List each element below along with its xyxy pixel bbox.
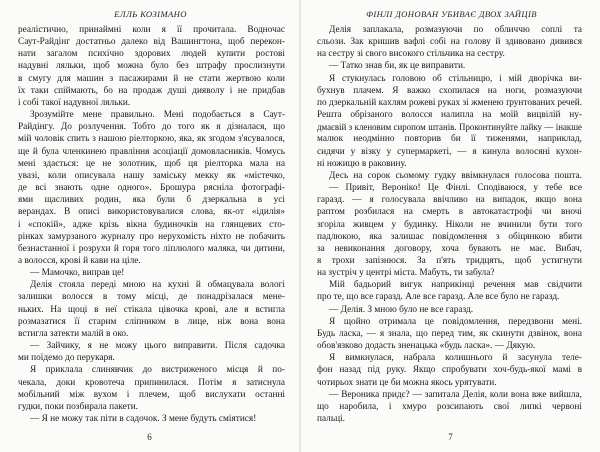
- text-line: — Делія. З мною було не все гаразд.: [329, 304, 474, 315]
- text-line: реалістично, принаймні коли я її прочитала. Водночас: [18, 25, 285, 35]
- text-line: чотирьох знати це би можна якось урятувати.: [317, 377, 497, 388]
- text-line: нати загалом психічно здорових людей купити ростові: [18, 49, 285, 60]
- text-line: пальці.: [317, 414, 345, 424]
- text-line: Делія заплакала, розмазуючи по обличчю соплі та: [329, 25, 582, 35]
- text-line: Будь ласка, — я знала, що перед тим, як скинути дзвінок, вона: [317, 328, 582, 339]
- text-line: ньких. На щоці в неї стікала цівочка крові, але я встигла: [18, 304, 285, 315]
- text-line: ще й була членкинею правління асоціації домовласників. Чомусь: [18, 146, 285, 157]
- text-line: гаразд. — я голосувала ввічливо на випадок, якщо вона: [317, 195, 582, 206]
- text-line: фон назад під руку. Якщо спробувати хоч-будь-якої мамі в: [317, 365, 582, 376]
- text-line: дмаєвій з кленовим сиропом штанів. Проконтинуйте лайку — інакше: [317, 122, 582, 133]
- text-line: Зрозумійте мене правильно. Мені подобається в Саут-: [30, 110, 285, 121]
- text-line: їх таки спіймають, бо на продаж душі дияволу і не придбав: [18, 85, 285, 96]
- text-line: верандах. В описі використовувалися слова, як-от «ідилія»: [18, 207, 285, 218]
- text-line: встигла затекти малій в око.: [18, 328, 129, 339]
- text-line: гудки, поки позбирала пакети.: [18, 401, 139, 412]
- text-line: — Зайчику, я не можу цього виправити. Після садочка: [30, 341, 285, 352]
- text-line: — Привіт, Вероніко! Це Фінлі. Сподіваюся, у тебе все: [329, 183, 582, 194]
- text-line: Десь на сорок сьомому гудку ввімкнулася голосова пошта.: [329, 170, 582, 181]
- left-page: [0, 0, 299, 452]
- text-line: раптом розбилася на смерть в автокатастрофі чи вночі: [317, 207, 582, 218]
- text-line: — Татко знав би, як це виправити.: [329, 61, 466, 72]
- text-line: по дзеркальній кахлям рожеві руках зі жменею ґрунтованих речей.: [317, 97, 582, 108]
- text-line: згоріла живцем у будинку. Ніколи не вчинили бути того: [317, 219, 582, 230]
- right-running-head: ФІНЛІ ДОНОВАН УБИВАЄ ДВОХ ЗАЙЦІВ: [366, 9, 537, 19]
- text-line: Я приклала слинявчик до вистриженого місця й по-: [30, 365, 285, 376]
- text-line: сльози. Зак кришив вафлі собі на голову й здивовано дивився: [317, 37, 582, 48]
- text-line: ні ножицю в раковину.: [317, 158, 407, 169]
- text-line: рінках замурзаного журналу про нерухомість ніхто не побачить: [18, 231, 285, 242]
- text-line: — Я не можу так піти в садочок. З мене будуть сміятися!: [30, 414, 257, 424]
- text-line: я трохи запізнюся. За п'ять тридцять, щоб устигнути: [317, 255, 582, 266]
- text-line: Райдінгу. До розлучення. Тобто до того як я дізналася, що: [18, 122, 285, 133]
- text-line: і «спокій», адже крізь вікна будиночків на глянцевих сто-: [18, 219, 285, 230]
- right-page: [301, 0, 600, 452]
- text-line: падлюкою, яка залишає повідомлення з обіцянкою вбити: [317, 231, 582, 242]
- text-line: мій чоловік спить з нашою ріелторкою, яка, як згодом з'ясувалося,: [18, 134, 285, 145]
- text-line: Решта обрізаного волосся налипла на моїй вицвілій ну-: [317, 110, 582, 121]
- text-line: залишки волосся в тому місці, де понадрізалася мене-: [18, 292, 285, 303]
- text-line: надувні ляльки, щоб можна було без штрафу прослизнути: [18, 61, 285, 72]
- text-line: ями щасливих родин, яка були б дзеркальна в усі: [18, 195, 285, 206]
- text-line: на сестру зі свого високого стільчика на сестру.: [317, 49, 505, 60]
- text-line: обов'язково додасть зненацька «будь ласка». — Дякую.: [317, 341, 536, 352]
- text-line: ми поїдемо до перукаря.: [18, 353, 115, 364]
- text-line: Мій бадьорий вигук наприкінці речення мав свідчити: [329, 280, 582, 291]
- text-line: Саут-Райдінг достатньо далеко від Вашингтона, щоб перекон-: [18, 37, 285, 48]
- text-line: про те, що все гаразд. Але все гаразд. Але все було не гаразд.: [317, 292, 560, 303]
- text-line: на зустріч у центрі міста. Мабуть, ти забула?: [317, 268, 495, 279]
- text-line: Я стукнулась головою об стільницю, і мій дворічка ви-: [329, 73, 582, 84]
- text-line: де всі знають одне одного». Брошура рясніла фотографі-: [18, 183, 285, 194]
- left-running-head: ЕЛЛЬ КОЗІМАНО: [114, 9, 187, 19]
- text-line: і собі такої надувної ляльки.: [18, 97, 131, 108]
- text-line: бухнув плачем. Я важко схопилася на ноги, розмазуючи: [317, 85, 582, 96]
- text-line: розмазатися її старим сліпником в лице, ніж вона вона: [18, 316, 285, 327]
- text-line: безнастанної і розрухи й горя того ліплюлого маляка, чи дитини,: [18, 243, 285, 254]
- text-line: увазі, коли описувала нашу заміську мекку як «містечко,: [18, 170, 285, 181]
- text-line: за невиконання договору, хоча бувають не має. Вибач,: [317, 243, 582, 254]
- text-line: — Вероника придє? — запитала Делія, коли вона вже вийшла,: [329, 389, 582, 400]
- text-line: сидячи у візку у супермаркеті, — я кинула волосяні кухон-: [317, 146, 582, 157]
- text-line: мені здається: це не золотник, щоб ця ріелторка мала на: [18, 158, 285, 169]
- text-line: Я щойно отримала це повідомлення, передзвони мені.: [329, 316, 582, 327]
- text-line: малюк неодмінно повторив би її тиженями, наприклад,: [317, 134, 582, 145]
- left-page-number: 6: [147, 432, 152, 442]
- left-page-text: [18, 24, 285, 425]
- text-line: в смугу для машин з пасажирами й не стати жертвою коли: [18, 73, 285, 84]
- right-page-text: [317, 24, 582, 425]
- text-line: чекала, доки кровотеча припинилася. Потім я затиснула: [18, 377, 285, 388]
- text-line: Делія стояла переді мною на кухні й обмацувала вологі: [30, 280, 285, 291]
- text-line: — Мамочко, виправ це!: [30, 268, 125, 279]
- text-line: а волосся, крові й кави на ціле.: [18, 255, 141, 266]
- text-line: Я вимкнулася, набрала колишнього й засунула теле-: [329, 353, 582, 364]
- text-line: мобільний між вухом і плечем, щоб вислухати останні: [18, 389, 285, 400]
- right-page-number: 7: [448, 432, 453, 442]
- text-line: що наробила, і хмуро розсипають свої липкі червоні: [317, 401, 582, 412]
